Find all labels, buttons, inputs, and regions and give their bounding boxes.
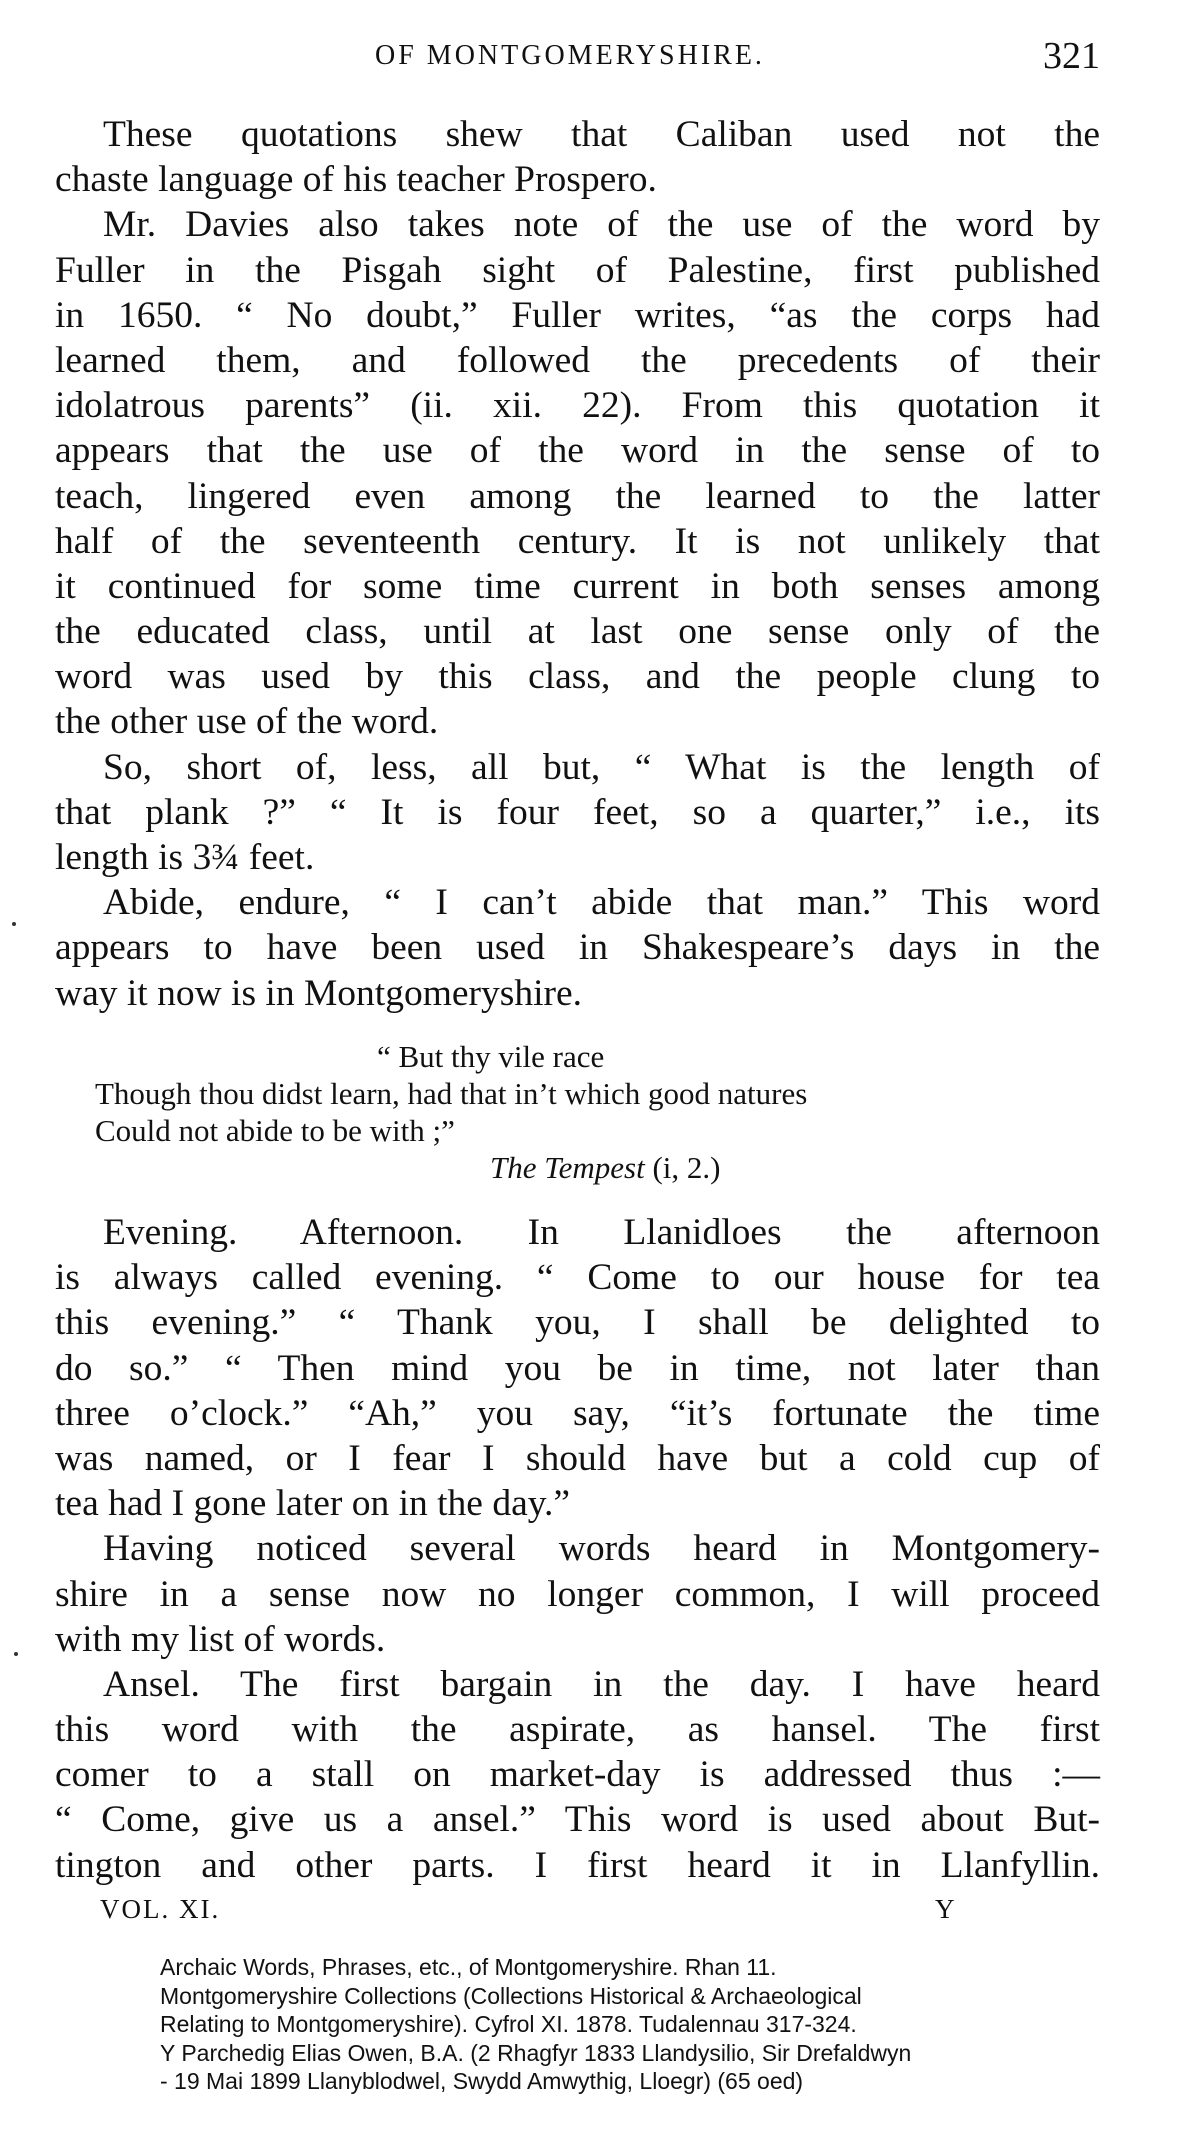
text-line: Having noticed several words heard in Montgomery- xyxy=(103,1528,1100,1570)
text-line: Ansel. The first bargain in the day. I have heard xyxy=(103,1663,1100,1705)
text-line: Fuller in the Pisgah sight of Palestine, first published xyxy=(55,249,1100,291)
text-line: three o’clock.” “Ah,” you say, “it’s fortunate the time xyxy=(55,1392,1100,1434)
text-line: Mr. Davies also takes note of the use of the word by xyxy=(103,204,1100,246)
citation-caption xyxy=(160,1953,1120,2096)
text-line: with my list of words. xyxy=(55,1618,386,1660)
text-line: tington and other parts. I first heard it in Llanfyllin. xyxy=(55,1844,1100,1886)
page-number: 321 xyxy=(1043,35,1100,77)
text-line: appears that the use of the word in the sense of to xyxy=(55,430,1100,472)
text-line: way it now is in Montgomeryshire. xyxy=(55,972,583,1014)
caption-line: Archaic Words, Phrases, etc., of Montgomeryshire. Rhan 11. xyxy=(160,1954,777,1980)
text-line: in 1650. “ No doubt,” Fuller writes, “as the corps had xyxy=(55,294,1100,336)
text-line: do so.” “ Then mind you be in time, not later than xyxy=(55,1347,1100,1389)
caption-line: Y Parchedig Elias Owen, B.A. (2 Rhagfyr 1833 Llandysilio, Sir Drefaldwyn xyxy=(160,2039,912,2066)
text-line: is always called evening. “ Come to our house for tea xyxy=(55,1257,1100,1299)
text-line: the other use of the word. xyxy=(55,701,439,743)
caption-line: Relating to Montgomeryshire). Cyfrol XI. 1878. Tudalennau 317-324. xyxy=(160,2011,857,2037)
verse-line: Could not abide to be with ;” xyxy=(95,1113,455,1148)
body-text-upper xyxy=(55,112,1100,1016)
text-line: appears to have been used in Shakespeare’s days in the xyxy=(55,927,1100,969)
text-line: tea had I gone later on in the day.” xyxy=(55,1483,571,1525)
scan-speck xyxy=(12,922,16,926)
text-line: idolatrous parents” (ii. xii. 22). From this quotation it xyxy=(55,385,1100,427)
text-line: half of the seventeenth century. It is not unlikely that xyxy=(55,520,1100,562)
text-line: shire in a sense now no longer common, I will proceed xyxy=(55,1573,1100,1615)
text-line: teach, lingered even among the learned to the latter xyxy=(55,475,1100,517)
text-line: learned them, and followed the precedents of their xyxy=(55,339,1100,381)
text-line: this evening.” “ Thank you, I shall be delighted to xyxy=(55,1302,1100,1344)
text-line: it continued for some time current in both senses among xyxy=(55,565,1100,607)
text-line: length is 3¾ feet. xyxy=(55,837,315,878)
text-line: Evening. Afternoon. In Llanidloes the afternoon xyxy=(103,1212,1100,1253)
text-line: that plank ?” “ It is four feet, so a quarter,” i.e., its xyxy=(55,791,1100,833)
scan-speck xyxy=(14,1652,18,1656)
page-footer xyxy=(55,1894,1100,1934)
text-line: word was used by this class, and the people clung to xyxy=(55,656,1100,698)
text-line: These quotations shew that Caliban used not the xyxy=(103,114,1100,155)
signature-mark: Y xyxy=(935,1894,957,1924)
running-head xyxy=(55,35,1100,80)
text-line: “ Come, give us a ansel.” This word is used about But- xyxy=(55,1799,1100,1841)
verse-source-title: The Tempest xyxy=(490,1150,645,1185)
caption-line: - 19 Mai 1899 Llanyblodwel, Swydd Amwythig, Lloegr) (65 oed) xyxy=(160,2068,804,2094)
verse-line: Though thou didst learn, had that in’t which good natures xyxy=(95,1076,808,1111)
text-line: this word with the aspirate, as hansel. The first xyxy=(55,1709,1100,1751)
text-line: the educated class, until at last one sense only of the xyxy=(55,611,1100,653)
text-line: Abide, endure, “ I can’t abide that man.” This word xyxy=(103,882,1100,924)
verse-quotation xyxy=(55,1038,1100,1186)
verse-source-ref: (i, 2.) xyxy=(652,1150,721,1185)
caption-line: Montgomeryshire Collections (Collections Historical & Archaeological xyxy=(160,1982,862,2009)
body-text-lower xyxy=(55,1210,1100,1888)
text-line: was named, or I fear I should have but a cold cup of xyxy=(55,1437,1100,1479)
running-title: OF MONTGOMERYSHIRE. xyxy=(375,40,765,71)
verse-source xyxy=(55,1149,1100,1186)
text-line: comer to a stall on market-day is addressed thus :— xyxy=(55,1754,1100,1796)
text-line: So, short of, less, all but, “ What is the length of xyxy=(103,746,1100,788)
volume-label: VOL. XI. xyxy=(100,1894,221,1924)
text-line: chaste language of his teacher Prospero. xyxy=(55,159,657,201)
verse-line: “ But thy vile race xyxy=(377,1039,605,1074)
